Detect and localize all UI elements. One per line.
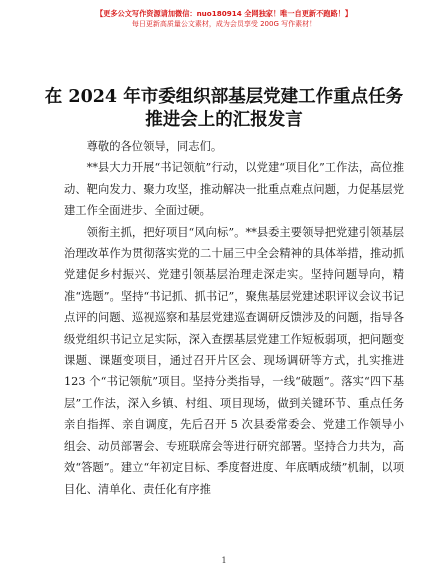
page-number: 1 [221, 556, 227, 565]
promo-banner [0, 8, 448, 30]
body-paragraph: 领衔主抓，把好项目“风向标”。**县委主要领导把党建引领基层治理改革作为贯彻落实党的二十届三中全会精神的具体举措，推动抓党建促乡村振兴、党建引领基层治理走深走实。坚持问题导向，精准“选题”。坚持“书记抓、抓书记”，聚焦基层党建述职评议会议书记点评的问题、巡视巡察和基层党建巡查调研反馈涉及的问题，指导各级党组织书记立足实际，深入查摆基层党建工作短板弱项，把问题变课题、课题变项目，通过召开片区会、现场调研等方式，扎实推进 123 个“书记领航”项目。坚持分类指导，一线“破题”。落实“四下基层”工作法，深入乡镇、村组、项目现场，做到关键环节、重点任务亲自指挥、亲自调度，先后召开 5 次县委常委会、党建工作领导小组会、动员部署会、专班联席会等进行研究部署。坚持合力共为，高效“答题”。建立“年初定目标、季度督进度、年底晒成绩”机制，以项目化、清单化、责任化有序推 [64, 225, 404, 496]
banner-line-2: 每日更新高质量公文素材，成为会员享受 200G 写作素材！ [131, 20, 317, 28]
salutation-paragraph: 尊敬的各位领导，同志们。 [86, 140, 223, 153]
document-body [64, 136, 404, 500]
banner-line-1: 【更多公文写作资源请加微信：nuo180914 全网独家！唯一自更新不跑路！】 [95, 9, 353, 18]
document-title: 在 2024 年市委组织部基层党建工作重点任务推进会上的汇报发言 [44, 87, 404, 130]
intro-paragraph: **县大力开展“书记领航”行动，以党建“项目化”工作法，高位推动、靶向发力、聚力攻坚，推动解决一批重点难点问题，力促基层党建工作全面进步、全面过硬。 [64, 161, 404, 218]
